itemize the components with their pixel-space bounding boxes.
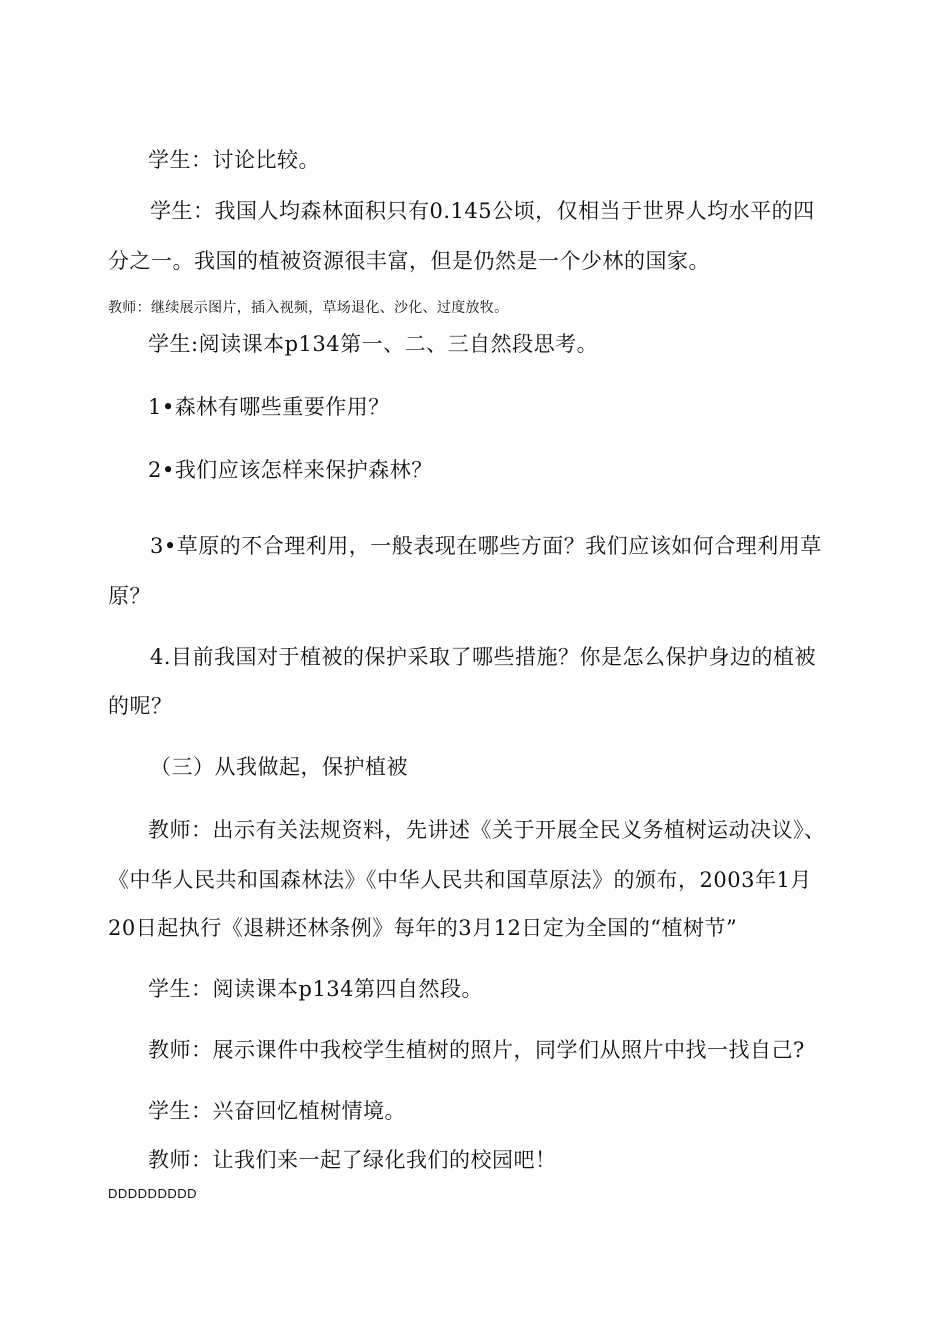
student-read-p134-line: 学生：阅读课本p134第四自然段。 [148, 977, 484, 1001]
student-recall-line: 学生：兴奋回忆植树情境。 [148, 1099, 406, 1123]
teacher-show-images-line: 教师：继续展示图片，插入视频，草场退化、沙化、过度放牧。 [108, 300, 509, 316]
question-2: 2•我们应该怎样来保护森林？ [148, 458, 433, 482]
student-read-textbook-line: 学生:阅读课本p134第一、二、三自然段思考。 [148, 332, 599, 356]
teacher-photos-line: 教师：展示课件中我校学生植树的照片，同学们从照片中找一找自己? [148, 1038, 805, 1062]
question-3-line-2: 原？ [108, 584, 151, 608]
question-4-line-1: 4.目前我国对于植被的保护采取了哪些措施？你是怎么保护身边的植被 [150, 645, 817, 669]
teacher-laws-line-1: 教师：出示有关法规资料，先讲述《关于开展全民义务植树运动决议》、 [148, 818, 826, 842]
teacher-laws-line-2: 《中华人民共和国森林法》《中华人民共和国草原法》的颁布，2003年1月 [108, 868, 812, 892]
student-forest-area-line-1: 学生：我国人均森林面积只有0.145公顷，仅相当于世界人均水平的四 [150, 199, 815, 223]
question-4-line-2: 的呢？ [108, 694, 173, 718]
student-forest-area-line-2: 分之一。我国的植被资源很丰富，但是仍然是一个少林的国家。 [108, 249, 710, 273]
teacher-laws-line-3: 20日起执行《退耕还林条例》每年的3月12日定为全国的“植树节” [108, 916, 738, 940]
student-discussion-line: 学生：讨论比较。 [148, 148, 320, 172]
teacher-green-campus-line: 教师：让我们来一起了绿化我们的校园吧！ [148, 1148, 557, 1172]
footer-placeholder-text: DDDDDDDDD [108, 1186, 197, 1201]
question-1: 1•森林有哪些重要作用？ [148, 395, 390, 419]
question-3-line-1: 3•草原的不合理利用，一般表现在哪些方面？我们应该如何合理利用草 [150, 534, 822, 558]
section-heading: （三）从我做起，保护植被 [150, 755, 408, 779]
